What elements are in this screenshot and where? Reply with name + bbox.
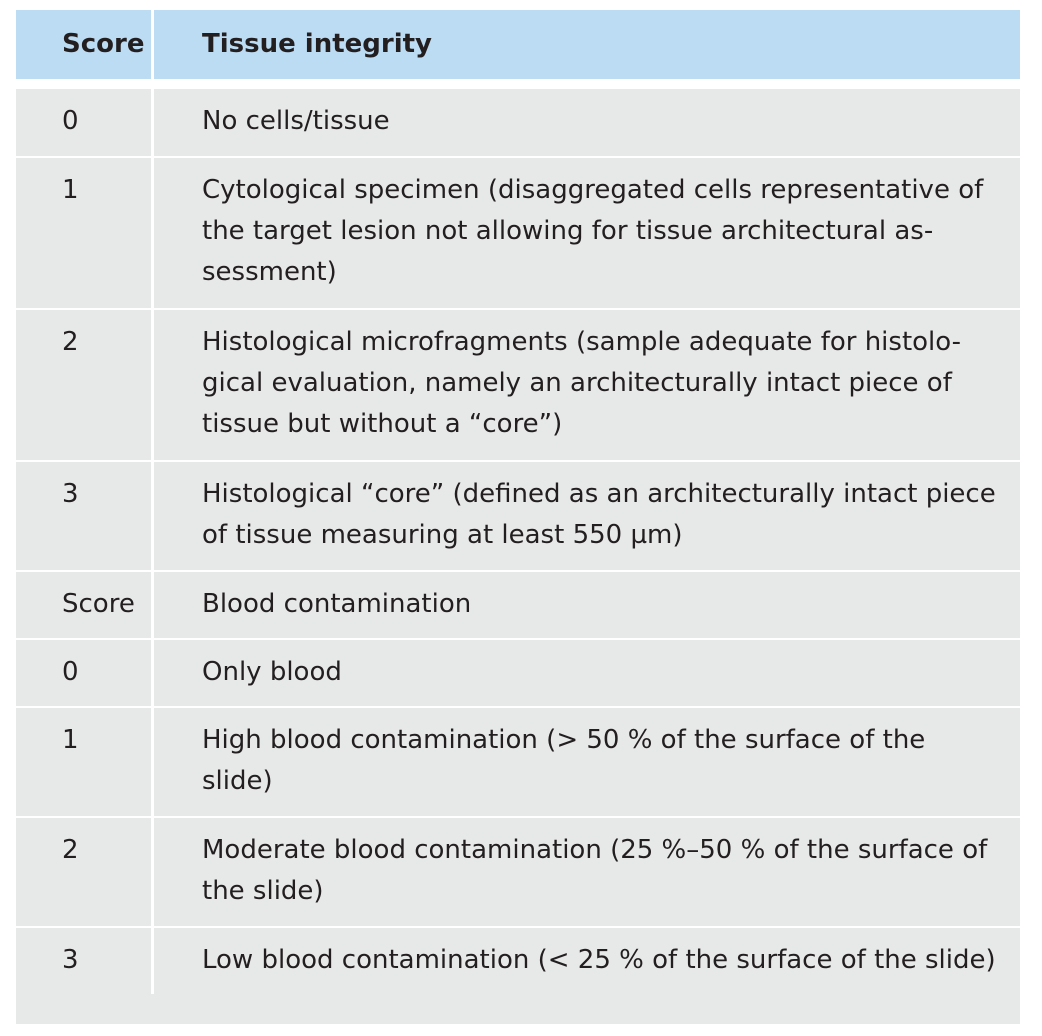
description-cell: Histological “core” (defined as an architecturally intact piece of tissue measuring at least 550 µm): [202, 479, 996, 550]
header-gap: [16, 79, 1020, 89]
scoring-table: [16, 10, 1020, 1024]
score-cell: 1: [16, 158, 154, 308]
score-cell: 0: [16, 640, 154, 706]
table-row: [16, 89, 1020, 158]
table-row: [16, 818, 1020, 928]
score-cell: Score: [16, 572, 154, 638]
header-score: Score: [16, 10, 154, 79]
table-row: [16, 928, 1020, 994]
description-cell: Only blood: [202, 657, 342, 687]
header-tissue-integrity: Tissue integrity: [202, 29, 433, 59]
description-cell: Blood contamination: [202, 589, 472, 619]
table-row: [16, 708, 1020, 818]
description-cell: Histological microfragments (sample adequate for histolo-gical evaluation, namely an architecturally intact piece of tissue but without a “core”): [202, 327, 962, 439]
table-row: [16, 462, 1020, 572]
table-row: [16, 640, 1020, 708]
score-cell: 0: [16, 89, 154, 156]
score-cell: 2: [16, 310, 154, 460]
table-row: [16, 310, 1020, 462]
score-cell: 1: [16, 708, 154, 816]
table-body: [16, 89, 1020, 1024]
description-cell: Moderate blood contamination (25 %–50 % of the surface of the slide): [202, 835, 988, 906]
table-row: [16, 572, 1020, 640]
description-cell: Low blood contamination (< 25 % of the surface of the slide): [202, 945, 996, 975]
score-cell: 3: [16, 928, 154, 994]
score-cell: 3: [16, 462, 154, 570]
table-header: [16, 10, 1020, 79]
description-cell: Cytological specimen (disaggregated cells representative of the target lesion not allowing for tissue architectural as-sessment): [202, 175, 984, 287]
table-row: [16, 158, 1020, 310]
description-cell: High blood contamination (> 50 % of the surface of the slide): [202, 725, 926, 796]
description-cell: No cells/tissue: [202, 106, 390, 136]
score-cell: 2: [16, 818, 154, 926]
